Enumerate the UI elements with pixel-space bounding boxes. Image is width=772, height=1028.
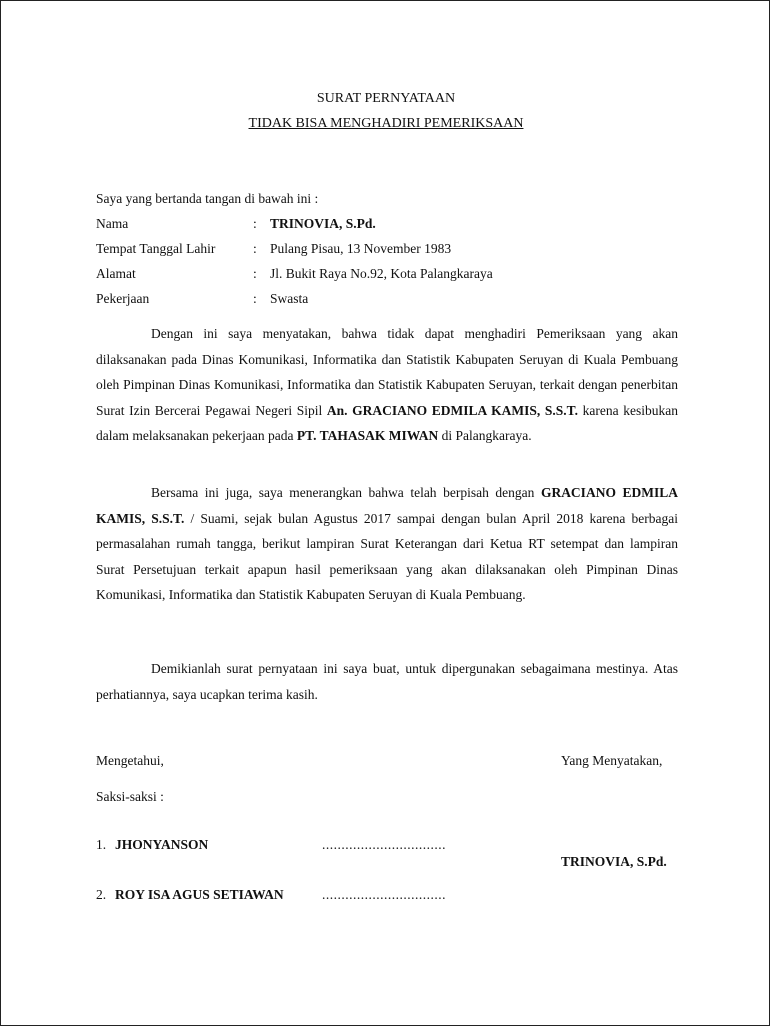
yang-menyatakan-label: Yang Menyatakan,: [561, 753, 663, 768]
witness-name: JHONYANSON: [115, 837, 209, 852]
field-colon: :: [253, 216, 257, 231]
signature-line: ................................: [322, 887, 446, 902]
field-colon: :: [253, 241, 257, 256]
document-title: SURAT PERNYATAAN: [316, 91, 456, 106]
document-subtitle: TIDAK BISA MENGHADIRI PEMERIKSAAN: [248, 116, 524, 131]
field-colon: :: [253, 266, 257, 281]
field-label-ttl: Tempat Tanggal Lahir: [96, 241, 216, 256]
signer-name: TRINOVIA, S.Pd.: [561, 854, 667, 869]
saksi-label: Saksi-saksi :: [96, 789, 164, 804]
field-label-nama: Nama: [96, 216, 129, 231]
field-label-alamat: Alamat: [96, 266, 136, 281]
field-value-pekerjaan: Swasta: [270, 291, 309, 306]
witness-number: 1.: [96, 837, 107, 852]
field-label-pekerjaan: Pekerjaan: [96, 291, 150, 306]
witness-name: ROY ISA AGUS SETIAWAN: [115, 887, 284, 902]
witness-number: 2.: [96, 887, 107, 902]
mengetahui-label: Mengetahui,: [96, 753, 164, 768]
paragraph-statement: Dengan ini saya menyatakan, bahwa tidak dapat menghadiri Pemeriksaan yang akan dilaksanakan pada Dinas Komunikasi, Informatika dan Statistik Kabupaten Seruyan di Kuala Pembuang oleh Pimpinan Dinas Komunikasi, Informatika dan Statistik Kabupaten Seruyan, terkait dengan penerbitan Surat Izin Bercerai Pegawai Negeri Sipil An. GRACIANO EDMILA KAMIS, S.S.T. karena kesibukan dalam melaksanakan pekerjaan pada PT. TAHASAK MIWAN di Palangkaraya.: [96, 326, 678, 443]
signature-line: ................................: [322, 837, 446, 852]
paragraph-separation: Bersama ini juga, saya menerangkan bahwa telah berpisah dengan GRACIANO EDMILA KAMIS, S.S.T. / Suami, sejak bulan Agustus 2017 sampai dengan bulan April 2018 karena berbagai permasalahan rumah tangga, berikut lampiran Surat Keterangan dari Ketua RT setempat dan lampiran Surat Persetujuan terkait apapun hasil pemeriksaan yang akan dilaksanakan oleh Pimpinan Dinas Komunikasi, Informatika dan Statistik Kabupaten Seruyan di Kuala Pembuang.: [96, 485, 678, 602]
paragraph-closing: Demikianlah surat pernyataan ini saya buat, untuk dipergunakan sebagaimana mestinya. Atas perhatiannya, saya ucapkan terima kasih.: [96, 661, 678, 702]
field-value-alamat: Jl. Bukit Raya No.92, Kota Palangkaraya: [270, 266, 493, 281]
field-colon: :: [253, 291, 257, 306]
field-value-nama: TRINOVIA, S.Pd.: [270, 216, 376, 231]
intro-text: Saya yang bertanda tangan di bawah ini :: [96, 191, 319, 206]
field-value-ttl: Pulang Pisau, 13 November 1983: [270, 241, 452, 256]
